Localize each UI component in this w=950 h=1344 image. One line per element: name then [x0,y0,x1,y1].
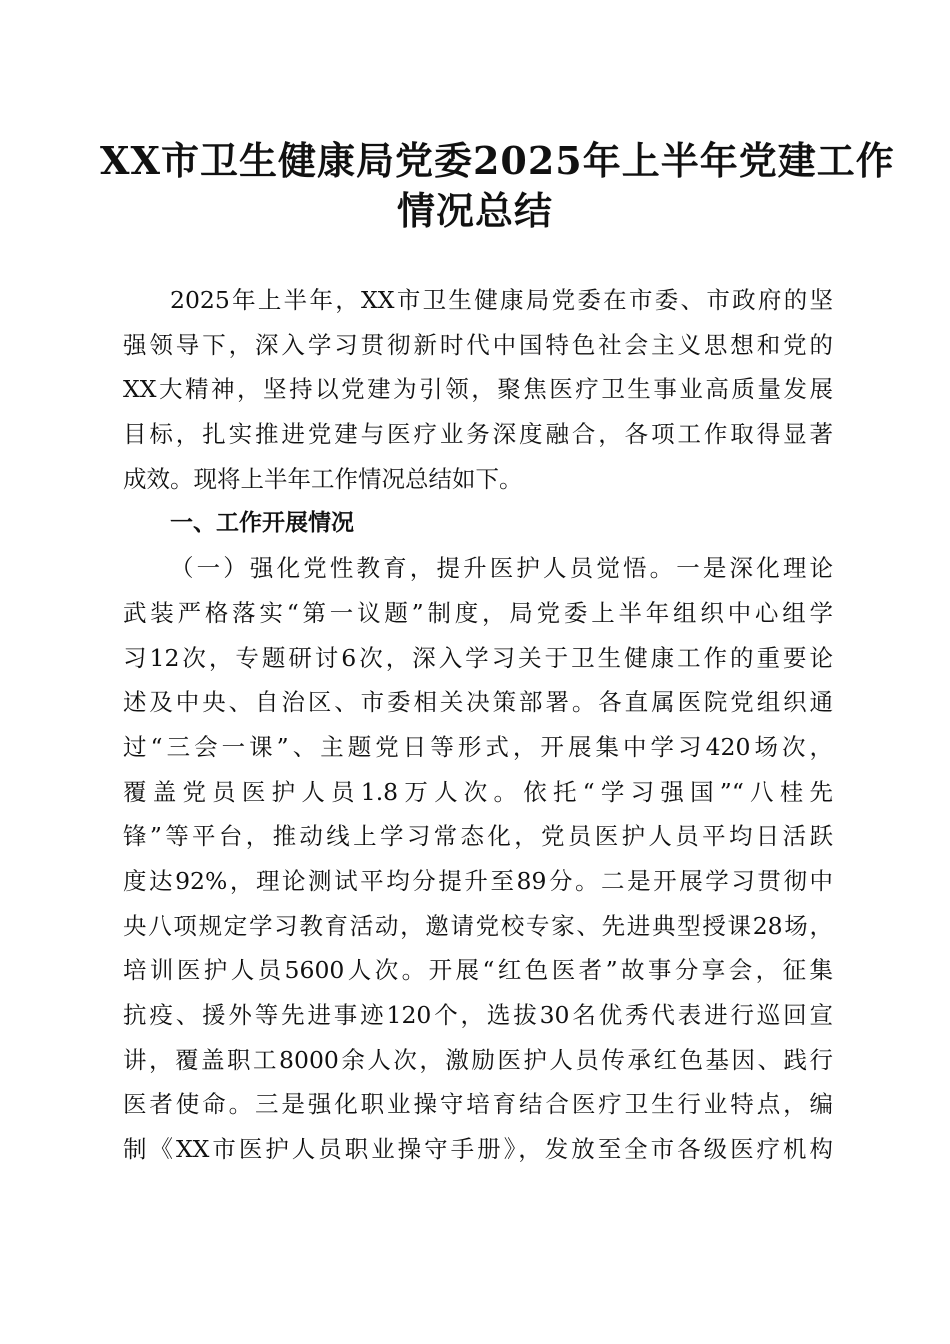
section-line: 度达92%，理论测试平均分提升至89分。二是开展学习贯彻中 [123,866,833,895]
section-line: 制《XX市医护人员职业操守手册》，发放至全市各级医疗机构 [123,1135,833,1164]
section-line: 过“三会一课”、主题党日等形式，开展集中学习420场次， [123,732,833,761]
intro-line: XX大精神，坚持以党建为引领，聚焦医疗卫生事业高质量发展 [123,375,833,404]
intro-line: 强领导下，深入学习贯彻新时代中国特色社会主义思想和党的 [123,330,833,359]
intro-line: 2025年上半年，XX市卫生健康局党委在市委、市政府的坚 [170,286,833,314]
section-line: 培训医护人员5600人次。开展“红色医者”故事分享会，征集 [123,956,833,985]
section-line: 医者使命。三是强化职业操守培育结合医疗卫生行业特点，编 [123,1090,833,1119]
section-line: 央八项规定学习教育活动，邀请党校专家、先进典型授课28场， [123,911,833,940]
section-line: 述及中央、自治区、市委相关决策部署。各直属医院党组织通 [123,688,833,717]
document-title [100,136,895,236]
section-line: 讲，覆盖职工8000余人次，激励医护人员传承红色基因、践行 [123,1045,833,1074]
section-line: 习12次，专题研讨6次，深入学习关于卫生健康工作的重要论 [123,643,833,672]
title-line-1: XX市卫生健康局党委2025年上半年党建工作 [100,138,895,183]
section-heading: 一、工作开展情况 [170,510,354,537]
intro-line: 目标，扎实推进党建与医疗业务深度融合，各项工作取得显著 [123,420,833,449]
document-body [123,278,833,1172]
section-line: 抗疫、援外等先进事迹120个，选拔30名优秀代表进行巡回宣 [123,1001,833,1029]
section-line: 锋”等平台，推动线上学习常态化，党员医护人员平均日活跃 [123,822,833,851]
intro-line: 成效。现将上半年工作情况总结如下。 [123,464,523,493]
title-line-2: 情况总结 [396,188,553,233]
section-line: 覆盖党员医护人员1.8万人次。依托“学习强国”“八桂先 [123,777,833,806]
section-line: （一）强化党性教育，提升医护人员觉悟。一是深化理论 [170,554,833,583]
section-line: 武装严格落实“第一议题”制度，局党委上半年组织中心组学 [123,598,833,627]
